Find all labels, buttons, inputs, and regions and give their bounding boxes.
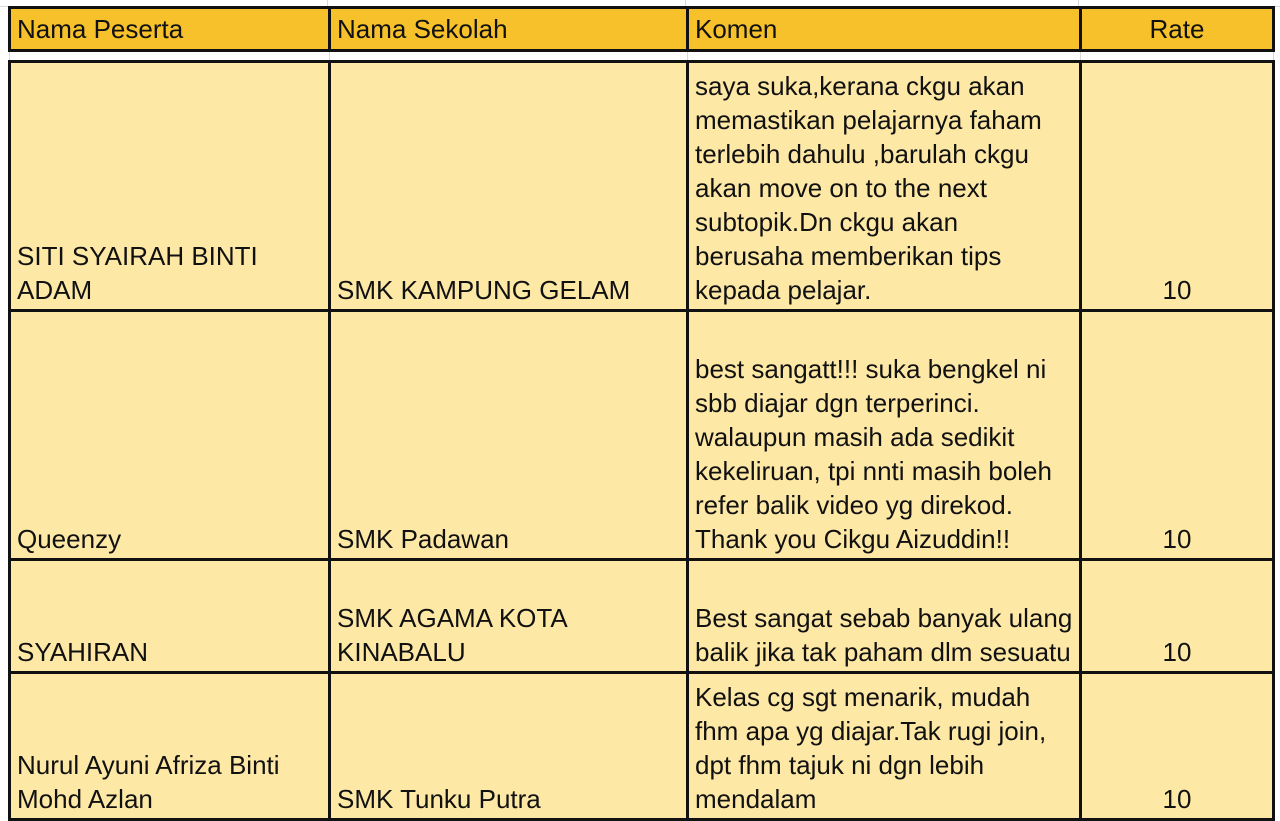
feedback-table bbox=[8, 6, 1275, 821]
spacer-cell bbox=[10, 51, 330, 62]
header-row bbox=[10, 8, 1274, 51]
header-nama-peserta[interactable]: Nama Peserta bbox=[10, 8, 330, 51]
cell-nama-peserta[interactable]: Queenzy bbox=[10, 311, 330, 560]
header-nama-sekolah[interactable]: Nama Sekolah bbox=[330, 8, 688, 51]
cell-komen[interactable]: Kelas cg sgt menarik, mudah fhm apa yg diajar.Tak rugi join, dpt fhm tajuk ni dgn lebih mendalam bbox=[688, 673, 1081, 820]
header-rate[interactable]: Rate bbox=[1081, 8, 1274, 51]
cell-rate[interactable]: 10 bbox=[1081, 560, 1274, 673]
table-row bbox=[10, 673, 1274, 820]
cell-rate[interactable]: 10 bbox=[1081, 673, 1274, 820]
table-row bbox=[10, 560, 1274, 673]
cell-komen[interactable]: Best sangat sebab banyak ulang balik jika tak paham dlm sesuatu bbox=[688, 560, 1081, 673]
header-komen[interactable]: Komen bbox=[688, 8, 1081, 51]
cell-komen[interactable]: saya suka,kerana ckgu akan memastikan pelajarnya faham terlebih dahulu ,barulah ckgu akan move on to the next subtopik.Dn ckgu akan berusaha memberikan tips kepada pelajar. bbox=[688, 62, 1081, 311]
cell-nama-sekolah[interactable]: SMK AGAMA KOTA KINABALU bbox=[330, 560, 688, 673]
cell-rate[interactable]: 10 bbox=[1081, 62, 1274, 311]
cell-nama-sekolah[interactable]: SMK Padawan bbox=[330, 311, 688, 560]
cell-nama-sekolah[interactable]: SMK KAMPUNG GELAM bbox=[330, 62, 688, 311]
spacer-cell bbox=[688, 51, 1081, 62]
spacer-cell bbox=[330, 51, 688, 62]
cell-nama-sekolah[interactable]: SMK Tunku Putra bbox=[330, 673, 688, 820]
cell-komen[interactable]: best sangatt!!! suka bengkel ni sbb diajar dgn terperinci. walaupun masih ada sedikit kekeliruan, tpi nnti masih boleh refer balik video yg direkod. Thank you Cikgu Aizuddin!! bbox=[688, 311, 1081, 560]
cell-rate[interactable]: 10 bbox=[1081, 311, 1274, 560]
cell-nama-peserta[interactable]: SYAHIRAN bbox=[10, 560, 330, 673]
cell-nama-peserta[interactable]: SITI SYAIRAH BINTI ADAM bbox=[10, 62, 330, 311]
table-row bbox=[10, 62, 1274, 311]
spacer-row bbox=[10, 51, 1274, 62]
cell-nama-peserta[interactable]: Nurul Ayuni Afriza Binti Mohd Azlan bbox=[10, 673, 330, 820]
spacer-cell bbox=[1081, 51, 1274, 62]
table-row bbox=[10, 311, 1274, 560]
